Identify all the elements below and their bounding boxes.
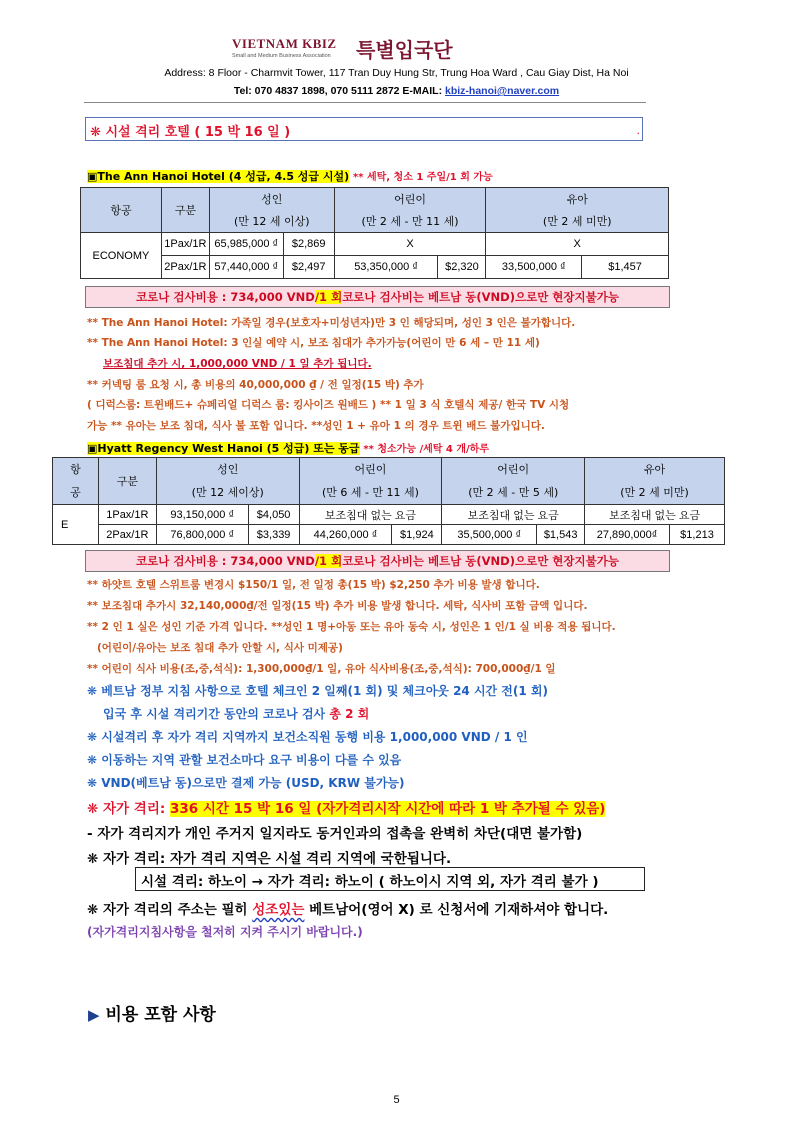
logo-korean: 특별입국단 [356,38,453,62]
hyatt-header-child2: 어린이 [442,458,585,481]
ann-hotel-heading [87,168,493,184]
self-quarantine-line: - 자가 격리지가 개인 주거지 일지라도 동거인과의 접촉을 완벽히 차단(대면 불가함) [87,826,583,842]
hyatt-header-type: 구분 [98,458,156,505]
hyatt-hotel-name: ▣Hyatt Regency West Hanoi (5 성급) 또는 동급 [87,442,360,455]
hyatt-class: E [53,505,99,545]
ann-header-airline: 항공 [81,188,162,233]
ann-header-adult-sub: (만 12 세 이상) [209,211,334,233]
self-quarantine-period: ❋ 자가 격리: 336 시간 15 박 16 일 (자가격리시작 시간에 따라 1 박 추가될 수 있음) [87,801,606,817]
info-line: ❋ 시설격리 후 자가 격리 지역까지 보건소직원 동행 비용 1,000,000 VND / 1 인 [87,730,528,744]
self-quarantine-reminder: (자가격리지침사항을 철저히 지켜 주시기 바랍니다.) [87,925,363,939]
table-cell: $2,869 [283,233,334,256]
hyatt-hotel-heading [87,440,489,456]
ann-header-infant: 유아 [486,188,669,211]
table-cell: X [486,233,669,256]
info-line: ❋ 베트남 정부 지침 사항으로 호텔 체크인 2 일째(1 회) 및 체크아웃 24 시간 전(1 회) [87,684,548,698]
ann-note: 보조침대 추가 시, 1,000,000 VND / 1 일 추가 됩니다. [103,358,372,370]
hyatt-header-infant: 유아 [585,458,725,481]
ann-class: ECONOMY [81,233,162,279]
table-cell: 35,500,000 ₫ [442,525,537,545]
table-cell: $4,050 [248,505,299,525]
section-title-box [85,117,643,141]
hyatt-note: ** 하얏트 호텔 스위트룸 변경시 $150/1 일, 전 일정 총(15 박) $2,250 추가 비용 발생 합니다. [87,579,540,591]
ann-header-child: 어린이 [334,188,486,211]
asterism-icon: ❋ [87,801,99,817]
hyatt-hotel-note: ** 청소가능 /세탁 4 개/하루 [363,444,489,455]
hyatt-header-infant-sub: (만 2 세 미만) [585,481,725,505]
hyatt-note: ** 보조침대 추가시 32,140,000₫/전 일정(15 박) 추가 비용 발생 합니다. 세탁, 식사비 포함 금액 입니다. [87,600,588,612]
logo-subtitle: Small and Medium Business Association [232,53,331,59]
table-cell: 27,890,000₫ [585,525,670,545]
ann-hotel-name: ▣The Ann Hanoi Hotel (4 성급, 4.5 성급 시설) [87,170,350,183]
hyatt-header-airline-2: 공 [53,481,99,505]
table-cell: $2,320 [438,256,486,279]
hyatt-covid-bar: 코로나 검사비용 : 734,000 VND/1 회코로나 검사비는 베트남 동(VND)으로만 현장지불가능 [85,550,670,572]
address: Address: 8 Floor - Charmvit Tower, 117 Tran Duy Hung Str, Trung Hoa Ward , Cau Giay Dist, Ha Noi [164,67,629,79]
info-line: 입국 후 시설 격리기간 동안의 코로나 검사 총 2 회 [103,707,370,721]
table-cell: $1,543 [537,525,585,545]
table-cell: $1,213 [670,525,725,545]
info-line: ❋ VND(베트남 동)으로만 결제 가능 (USD, KRW 불가능) [87,776,405,790]
table-cell: 76,800,000 ₫ [156,525,248,545]
ann-note: ** 커넥팅 룸 요청 시, 총 비용의 40,000,000 ₫ / 전 일정(15 박) 추가 [87,379,424,391]
hyatt-header-child1-sub: (만 6 세 - 만 11 세) [299,481,442,505]
table-cell: 53,350,000 ₫ [334,256,438,279]
ann-note: ** The Ann Hanoi Hotel: 3 인실 예약 시, 보조 침대가 추가가능(어린이 만 6 세 – 만 11 세) [87,337,540,349]
table-cell: 2Pax/1R [161,256,209,279]
table-cell: 보조침대 없는 요금 [585,505,725,525]
ann-note: 가능 ** 유아는 보조 침대, 식사 불 포함 입니다. **성인 1 + 유아 1 의 경우 트윈 배드 불가입니다. [87,420,545,432]
title-dot: . [636,124,640,137]
table-cell: 1Pax/1R [98,505,156,525]
table-cell: 93,150,000 ₫ [156,505,248,525]
ann-price-table [80,187,669,279]
ann-hotel-note: ** 세탁, 청소 1 주일/1 회 가능 [353,172,493,183]
quarantine-route-box: 시설 격리: 하노이 → 자가 격리: 하노이 ( 하노이시 지역 외, 자가 격리 불가 ) [135,867,645,891]
table-cell: 57,440,000 ₫ [209,256,283,279]
header-divider [84,102,646,103]
hyatt-header-child2-sub: (만 2 세 - 만 5 세) [442,481,585,505]
table-cell: 2Pax/1R [98,525,156,545]
included-costs-heading: ▶ 비용 포함 사항 [88,1005,216,1025]
asterism-icon: ❋ [90,125,101,140]
email-link[interactable]: kbiz-hanoi@naver.com [445,85,560,97]
self-quarantine-line: ❋ 자가 격리의 주소는 필히 성조있는 베트남어(영어 X) 로 신청서에 기재하셔야 합니다. [87,902,609,918]
ann-note: ( 디럭스룸: 트윈배드+ 슈페리얼 디럭스 룸: 킹사이즈 원배드 ) ** 1 일 3 식 호텔식 제공/ 한국 TV 시청 [87,399,570,411]
ann-header-child-sub: (만 2 세 - 만 11 세) [334,211,486,233]
info-line: ❋ 이동하는 지역 관할 보건소마다 요구 비용이 다를 수 있음 [87,753,402,767]
ann-covid-bar: 코로나 검사비용 : 734,000 VND/1 회코로나 검사비는 베트남 동(VND)으로만 현장지불가능 [85,286,670,308]
table-cell: 44,260,000 ₫ [299,525,392,545]
table-cell: $2,497 [283,256,334,279]
logo [232,36,337,59]
table-cell: 1Pax/1R [161,233,209,256]
hyatt-note: (어린이/유아는 보조 침대 추가 안할 시, 식사 미제공) [97,642,343,654]
table-cell: 33,500,000 ₫ [486,256,582,279]
tel-text: Tel: 070 4837 1898, 070 5111 2872 E-MAIL: [233,85,445,97]
ann-header-type: 구분 [161,188,209,233]
table-cell: X [334,233,486,256]
ann-header-adult: 성인 [209,188,334,211]
table-cell: 65,985,000 ₫ [209,233,283,256]
table-cell: 보조침대 없는 요금 [299,505,442,525]
section-title: ❋ 시설 격리 호텔 ( 15 박 16 일 ) [90,125,291,140]
play-arrow-icon: ▶ [88,1006,100,1024]
table-cell: $3,339 [248,525,299,545]
hyatt-header-airline: 항 [53,458,99,481]
self-quarantine-line: ❋ 자가 격리: 자가 격리 지역은 시설 격리 지역에 국한됩니다. [87,851,452,867]
hyatt-note: ** 어린이 식사 비용(조,중,석식): 1,300,000₫/1 일, 유아 식사비용(조,중,석식): 700,000₫/1 일 [87,663,556,675]
page-number: 5 [393,1094,400,1106]
hyatt-header-child1: 어린이 [299,458,442,481]
logo-english: VIETNAM KBIZ [232,36,337,51]
hyatt-price-table [52,457,725,545]
ann-header-infant-sub: (만 2 세 미만) [486,211,669,233]
contact-line [0,85,793,97]
table-cell: $1,457 [582,256,669,279]
hyatt-note: ** 2 인 1 실은 성인 기준 가격 입니다. **성인 1 명+아동 또는 유아 동숙 시, 성인은 1 인/1 실 비용 적용 됩니다. [87,621,616,633]
table-cell: $1,924 [392,525,442,545]
hyatt-header-adult: 성인 [156,458,299,481]
table-cell: 보조침대 없는 요금 [442,505,585,525]
hyatt-header-adult-sub: (만 12 세이상) [156,481,299,505]
ann-note: ** The Ann Hanoi Hotel: 가족일 경우(보호자+미성년자)만 3 인 해당되며, 성인 3 인은 불가합니다. [87,317,576,329]
